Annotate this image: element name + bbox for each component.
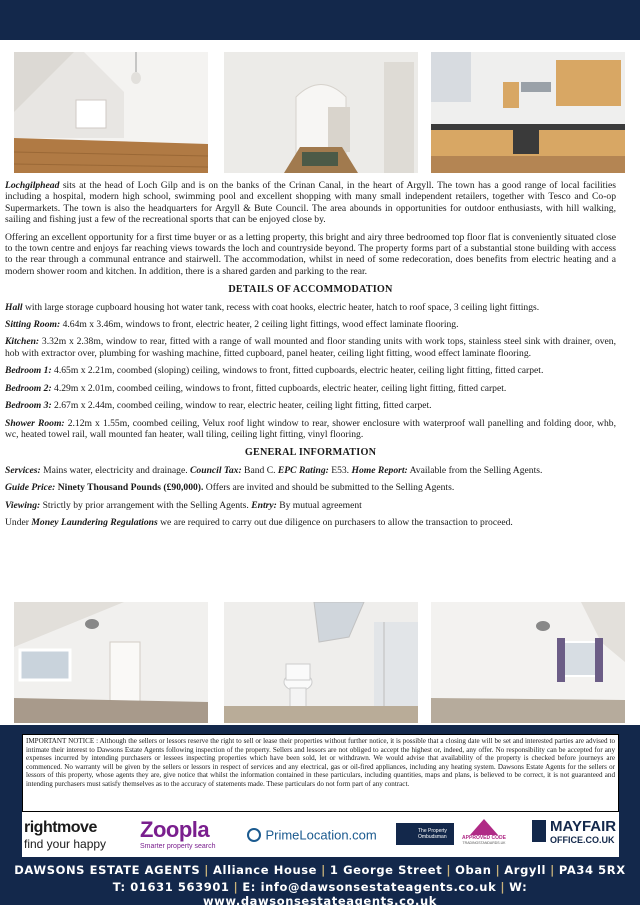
price-value: Ninety Thousand Pounds (£90,000). (55, 482, 204, 494)
mayfair-logo[interactable] (532, 818, 617, 845)
rightmove-text: rightmove (24, 819, 97, 836)
approved-icon (470, 819, 498, 835)
primelocation-text: PrimeLocation.com (265, 827, 377, 843)
entry-label: Entry: (251, 499, 277, 511)
mayfair-icon (532, 820, 546, 842)
aml-pre: Under (5, 516, 32, 528)
footer-contact (0, 880, 640, 908)
partner-logos (22, 812, 619, 857)
separator: | (204, 863, 210, 877)
address-region: Argyll (504, 863, 547, 877)
room-label: Hall (5, 301, 23, 313)
report-text: Available from the Selling Agents. (407, 464, 543, 476)
room-text: 4.64m x 3.46m, windows to front, electric heater, 2 ceiling light fittings, wood effect laminate flooring. (60, 319, 459, 331)
zoopla-tag: Smarter property search (140, 843, 216, 850)
approved-sub: TRADINGSTANDARDS.UK (462, 841, 506, 845)
agent-name: DAWSONS ESTATE AGENTS (14, 863, 201, 877)
approved-text: APPROVED CODE (462, 835, 506, 841)
room-hall (5, 302, 616, 313)
room-label: Kitchen: (5, 336, 40, 348)
room-text: with large storage cupboard housing hot water tank, recess with coat hooks, electric heater, hatch to roof space, 3 ceiling light fittings. (22, 301, 540, 313)
separator: | (495, 863, 501, 877)
room-shower (5, 418, 616, 441)
report-label: Home Report: (351, 464, 408, 476)
mayfair-sub: OFFICE.CO.UK (550, 835, 615, 845)
photo-sitting-room (14, 52, 208, 173)
aml-text: we are required to carry out due diligence on purchasers to allow the transaction to proceed. (157, 516, 513, 528)
primelocation-icon (247, 828, 261, 842)
general-heading: GENERAL INFORMATION (244, 447, 377, 459)
footer-address (0, 863, 640, 877)
header-band (0, 0, 640, 40)
room-kitchen (5, 336, 616, 359)
price-line (5, 482, 616, 493)
services-label: Services: (5, 464, 41, 476)
viewing-label: Viewing: (5, 499, 41, 511)
epc-label: EPC Rating: (277, 464, 329, 476)
description (5, 180, 616, 534)
epc-text: E53. (328, 464, 352, 476)
aml-label: Money Laundering Regulations (31, 516, 158, 528)
room-text: 3.32m x 2.38m, window to rear, fitted with a range of wall mounted and floor standing units with work tops, stainless steel sink with drainer, oven, hob with extractor over, plumbing for washing machine, fitted cupboard, panel heater, ceiling light fitting, wood effect laminate flooring. (5, 336, 616, 359)
viewing-text: Strictly by prior arrangement with the Selling Agents. (40, 499, 252, 511)
tax-label: Council Tax: (190, 464, 242, 476)
price-text: Offers are invited and should be submitted to the Selling Agents. (203, 482, 455, 494)
details-heading: DETAILS OF ACCOMMODATION (228, 284, 393, 296)
photo-kitchen (431, 52, 625, 173)
phone-link[interactable]: T: 01631 563901 (112, 880, 230, 894)
room-label: Sitting Room: (5, 319, 61, 331)
room-label: Shower Room: (5, 417, 65, 429)
zoopla-logo[interactable] (140, 817, 220, 850)
rightmove-logo[interactable] (24, 819, 124, 851)
tax-text: Band C. (241, 464, 278, 476)
entry-text: By mutual agreement (276, 499, 362, 511)
room-label: Bedroom 3: (5, 400, 52, 412)
services-text: Mains water, electricity and drainage. (40, 464, 191, 476)
primelocation-logo[interactable] (247, 826, 377, 844)
photo-bedroom-2 (431, 602, 625, 723)
address-postcode: PA34 5RX (558, 863, 626, 877)
price-label: Guide Price: (5, 482, 56, 494)
address-town: Oban (455, 863, 492, 877)
room-text: 4.65m x 2.21m, coombed (sloping) ceiling, windows to front, fitted cupboards, electric heater, ceiling light fitting, fitted carpet. (51, 365, 544, 377)
separator: | (446, 863, 452, 877)
room-text: 4.29m x 2.01m, coombed ceiling, windows to front, fitted cupboards, electric heater, ceiling light fitting, fitted carpet. (51, 382, 507, 394)
separator: | (550, 863, 555, 877)
place-name: Lochgilphead (5, 180, 60, 191)
photo-hall (224, 52, 418, 173)
room-bedroom-1 (5, 365, 616, 376)
intro-text: sits at the head of Loch Gilp and is on the banks of the Crinan Canal, in the heart of Argyll. The town has a good range of local facilities including a hospital, modern high school, swimming pool and excellent shopping with many small independent retailers, together with Tesco and Co-op Supermarkets. The town is also the headquarters for Argyll & Bute Council. The area abounds in opportunities for outdoor enthusiasts, with hill walking, sailing and fishing just a few of the recreational sports that can be enjoyed close by. (5, 180, 616, 226)
mayfair-text: MAYFAIR (550, 818, 617, 835)
address-building: Alliance House (213, 863, 318, 877)
photo-bedroom-1 (14, 602, 208, 723)
rightmove-tag: find your happy (24, 837, 107, 851)
email-link[interactable]: E: info@dawsonsestateagents.co.uk (242, 880, 497, 894)
website-link[interactable]: W: www.dawsonsestateagents.co.uk (202, 880, 528, 908)
room-label: Bedroom 2: (5, 382, 52, 394)
photo-shower-room (224, 602, 418, 723)
ombudsman-logo[interactable] (396, 823, 454, 845)
offering-paragraph: Offering an excellent opportunity for a first time buyer or as a letting property, this bright and airy three bedroomed top floor flat is conveniently situated close to the town centre and enjoys far reaching views towards the loch and countryside beyond. The property forms part of a substantial stone building with access to the rear through a communal entrance and stairwell. The accommodation, whilst in need of some redecoration, does benefits from electric heating and a modern shower room and kitchen. In addition, there is a shared garden and parking to the rear. (5, 231, 616, 277)
room-sitting (5, 319, 616, 330)
address-street: 1 George Street (329, 863, 443, 877)
approved-code-logo[interactable] (460, 819, 508, 845)
intro-paragraph (5, 180, 616, 226)
ombudsman-text: The Property Ombudsman (418, 828, 447, 840)
separator: | (500, 880, 506, 894)
room-bedroom-2 (5, 383, 616, 394)
separator: | (321, 863, 326, 877)
services-line (5, 465, 616, 476)
important-notice: IMPORTANT NOTICE : Although the sellers or lessors reserve the right to sell or lease their properties without further notice, it is possible that a closing date will be set and interested parties are advised to intimate their interest to Dawsons Estate Agents following inspection of the property. Sellers and lessors are not obliged to accept the highest or, indeed, any offer. No responsibility can be accepted for any expenses incurred by intending purchasers or lessees inspecting properties which have been sold, let or withdrawn. We would advise that availability of the property is checked before journeys are commenced. No warranty will be given by the sellers or lessors in respect of services and any electrical, gas or oil-fired appliances, including any heating system. Dawsons Estate Agents for the sellers or lessors of this property, whose agents they are, give notice that whilst the information contained in these particulars, including quantities, maps and plans, is believed to be correct, it is not guaranteed and intending purchasers must satisfy themselves as to the accuracy of statements made. These particulars do not form part of any contract. (22, 734, 619, 812)
room-text: 2.67m x 2.44m, coombed ceiling, window to rear, electric heater, ceiling light fitting, fitted carpet. (51, 400, 432, 412)
aml-line (5, 517, 616, 528)
room-label: Bedroom 1: (5, 365, 52, 377)
zoopla-text: Zoopla (140, 817, 210, 842)
room-bedroom-3 (5, 400, 616, 411)
separator: | (233, 880, 239, 894)
room-text: 2.12m x 1.55m, coombed ceiling, Velux roof light window to rear, shower enclosure with waterproof wall panelling and folding door, whb, wc, heated towel rail, wall mounted fan heater, wall tiling, ceiling light fitting, vinyl flooring. (5, 417, 616, 440)
viewing-line (5, 500, 616, 511)
